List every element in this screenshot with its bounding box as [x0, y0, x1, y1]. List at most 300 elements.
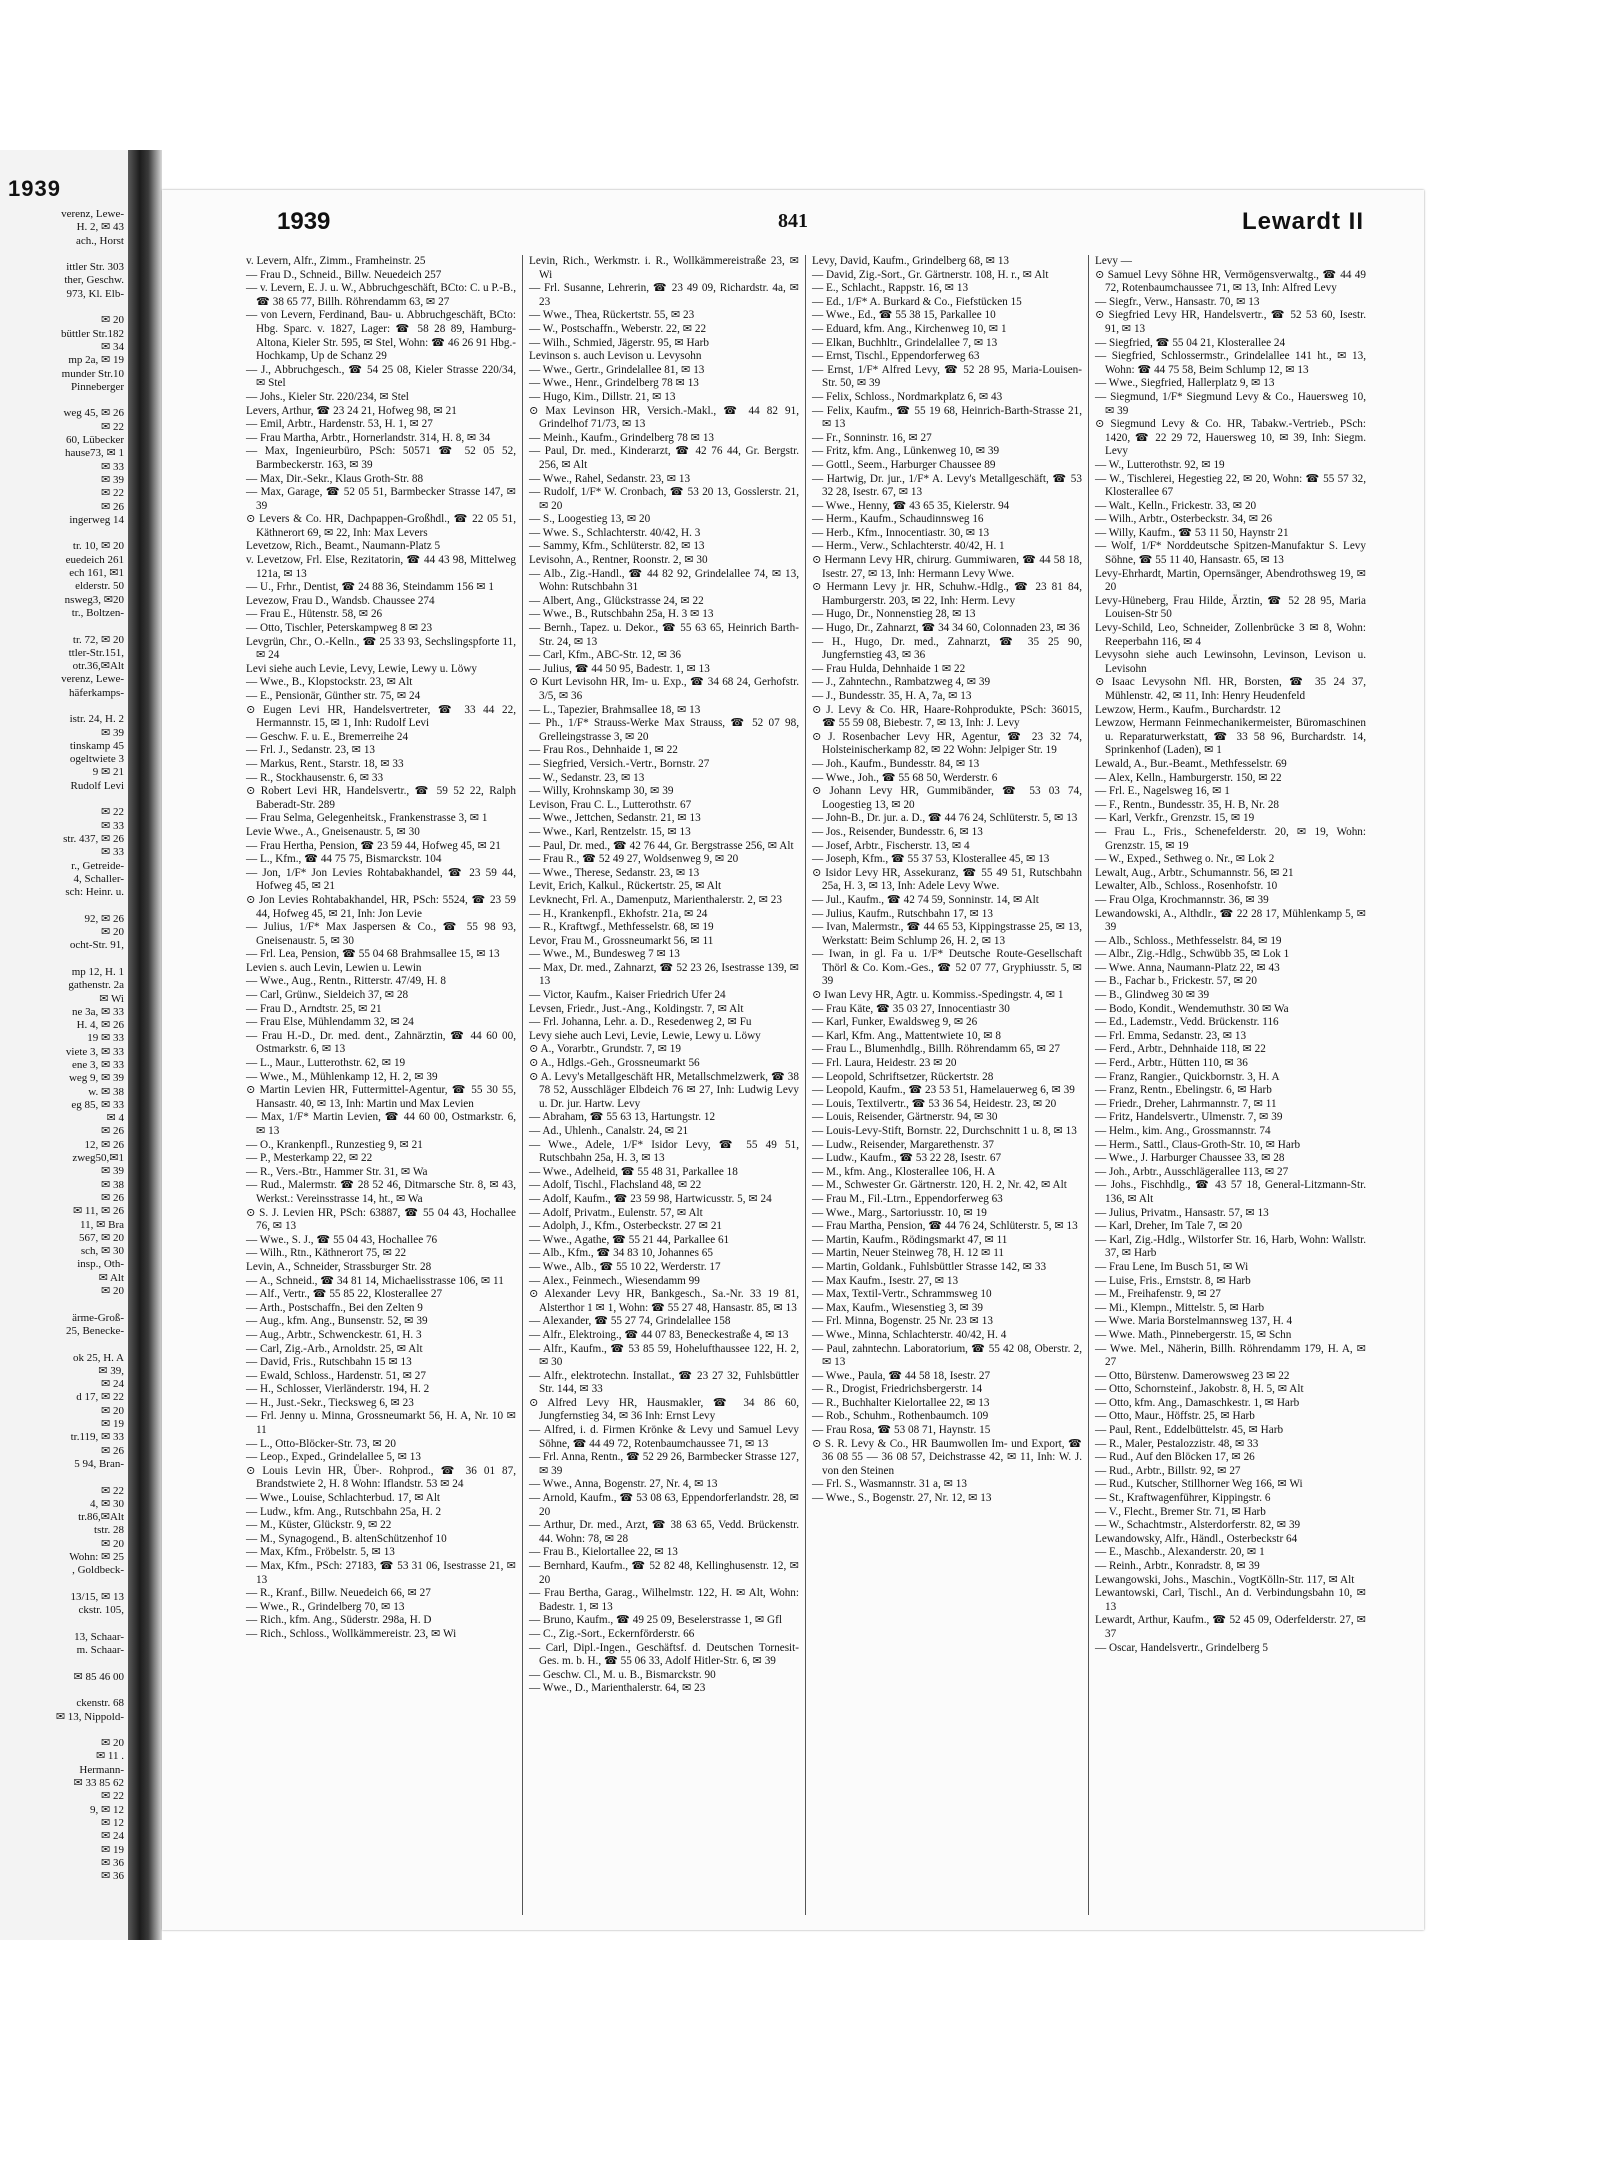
directory-entry: — H., Krankenpfl., Ekhofstr. 21a, ✉ 24 [529, 907, 708, 920]
directory-entry: — Rud., Kutscher, Stillhorner Weg 166, ✉ Wi [1095, 1478, 1303, 1491]
directory-entry: — Wwe., Karl, Rentzelstr. 15, ✉ 13 [529, 825, 691, 838]
previous-page-line: , Goldbeck- [72, 1564, 124, 1577]
directory-entry: ⊙ A., Vorarbtr., Grundstr. 7, ✉ 19 [529, 1043, 681, 1056]
previous-page-line: ärme-Groß- [72, 1311, 124, 1324]
directory-entry: — Fritz, Handelsvertr., Ulmenstr. 7, ✉ 39 [1095, 1111, 1283, 1124]
directory-entry: — Martin, Kaufm., Rödingsmarkt 47, ✉ 11 [812, 1233, 1008, 1246]
previous-page-line: ✉ 24 [101, 1378, 124, 1391]
directory-entry: — Martin, Neuer Steinweg 78, H. 12 ✉ 11 [812, 1247, 1004, 1260]
directory-entry: — Emil, Arbtr., Hardenstr. 53, H. 1, ✉ 27 [246, 418, 433, 431]
previous-page-line: ✉ 4 [106, 1112, 124, 1125]
directory-entry: ⊙ Isaac Levysohn Nfl. HR, Borsten, ☎ 35 24 37, Mühlenstr. 42, ✉ 11, Inh: Henry Heudenfeld [1095, 676, 1366, 702]
previous-page-line: gathenstr. 2a [68, 979, 124, 992]
directory-entry: — Max, Ingenieurbüro, PSch: 50571 ☎ 52 05 52, Barmbeckerstr. 163, ✉ 39 [246, 445, 516, 471]
previous-page-line: ✉ 39 [101, 1165, 124, 1178]
directory-entry: — Walt., Kelln., Frickestr. 33, ✉ 20 [1095, 499, 1257, 512]
directory-entry: Lewandowsky, Alfr., Händl., Osterbeckstr 64 [1095, 1532, 1298, 1545]
previous-page-line [0, 1298, 124, 1311]
directory-entry: — Wwe., Paula, ☎ 44 58 18, Isestr. 27 [812, 1369, 991, 1382]
directory-entry: — Jos., Reisender, Bundesstr. 6, ✉ 13 [812, 825, 983, 838]
previous-page-line: 13/15, ✉ 13 [70, 1590, 124, 1603]
directory-entry: — Paul, Dr. med., Kinderarzt, ☎ 42 76 44, Gr. Bergstr. 256, ✉ Alt [529, 445, 799, 471]
previous-page-line: verenz, Lewe- [61, 208, 124, 220]
previous-page-line: häferkamps- [69, 686, 124, 699]
directory-entry: — Max, Kaufm., Wiesenstieg 3, ✉ 39 [812, 1301, 983, 1314]
previous-page-line: otr.36,✉Alt [72, 660, 124, 673]
directory-entry: — Eduard, kfm. Ang., Kirchenweg 10, ✉ 1 [812, 322, 1007, 335]
directory-page [162, 190, 1424, 1930]
directory-entry: — Herm., Verw., Schlachterstr. 40/42, H. 1 [812, 540, 1005, 553]
previous-page-line: sch: Heinr. u. [65, 886, 124, 899]
previous-page-line [0, 1617, 124, 1630]
previous-page-line: ✉ 26 [101, 1191, 124, 1204]
directory-entry: — Adolph, J., Kfm., Osterbeckstr. 27 ✉ 21 [529, 1220, 723, 1233]
previous-page-year: 1939 [8, 176, 61, 201]
previous-page-line: zweg50,✉1 [72, 1152, 124, 1165]
directory-entry: — Adolf, Privatm., Eulenstr. 57, ✉ Alt [529, 1206, 703, 1219]
directory-entry: — Wilh., Arbtr., Osterbeckstr. 34, ✉ 26 [1095, 513, 1273, 526]
previous-page-line: 13, Schaar- [74, 1630, 124, 1643]
directory-entry: — Frau Lene, Im Busch 51, ✉ Wi [1095, 1260, 1249, 1273]
directory-entry: — von Levern, Ferdinand, Bau- u. Abbruchgeschäft, BCto: Hbg. Sparc. v. 1827, Lager: ☎ 58 28 89, Hamburg-Altona, Kieler Str. 595, ✉ Stel, Wohn: ☎ 46 26 91 Hbg.-Hochkamp, Up de Schanz 29 [246, 309, 516, 363]
directory-entry: — Wwe., Adele, 1/F* Isidor Levy, ☎ 55 49 51, Rutschbahn 25a, H. 3, ✉ 13 [529, 1138, 799, 1165]
directory-entry: — Alfr., Kaufm., ☎ 53 85 59, Hohelufthaussee 122, H. 2, ✉ 30 [529, 1342, 799, 1369]
directory-entry: — M., Küster, Glückstr. 9, ✉ 22 [246, 1519, 392, 1532]
directory-entry: — v. Levern, E. J. u. W., Abbruchgeschäft, BCto: C. u P.-B., ☎ 38 65 77, Billh. Röhrendamm 63, ✉ 27 [246, 282, 516, 308]
column-1 [240, 255, 523, 1915]
directory-entry: — Frl. J., Sedanstr. 23, ✉ 13 [246, 744, 376, 757]
previous-page-line: tstr. 28 [94, 1524, 124, 1537]
directory-entry: — Wwe., Louise, Schlachterbud. 17, ✉ Alt [246, 1492, 441, 1505]
directory-entry: — Wwe., Gertr., Grindelallee 81, ✉ 13 [529, 363, 705, 376]
directory-entry: — Frau D., Schneid., Billw. Neuedeich 257 [246, 268, 442, 281]
directory-entry: — Geschw. Cl., M. u. B., Bismarckstr. 90 [529, 1668, 716, 1681]
directory-entry: — Jul., Kaufm., ☎ 42 74 59, Sonninstr. 14, ✉ Alt [812, 893, 1039, 906]
directory-entry: — H., Hugo, Dr. med., Zahnarzt, ☎ 35 25 90, Jungfernstieg 43, ✉ 36 [812, 635, 1082, 662]
directory-entry: — Wwe., Anna, Bogenstr. 27, Nr. 4, ✉ 13 [529, 1478, 718, 1491]
directory-entry: — Max, Kfm., Fröbelstr. 5, ✉ 13 [246, 1546, 395, 1559]
directory-entry: — Willy, Krohnskamp 30, ✉ 39 [529, 785, 674, 798]
directory-entry: — Louis, Textilvertr., ☎ 53 36 54, Heidestr. 23, ✉ 20 [812, 1097, 1057, 1110]
directory-entry: — Carl, Zig.-Arb., Arnoldstr. 25, ✉ Alt [246, 1342, 423, 1355]
previous-page-line: ✉ 12 [101, 1816, 124, 1829]
directory-entry: — Max, Kfm., PSch: 27183, ☎ 53 31 06, Isestrasse 21, ✉ 13 [246, 1560, 516, 1586]
directory-entry: — Carl, Grünw., Sieldeich 37, ✉ 28 [246, 989, 409, 1002]
directory-entry: — Frau Martha, Arbtr., Hornerlandstr. 314, H. 8, ✉ 34 [246, 431, 491, 444]
directory-entry: — Otto, Tischler, Peterskampweg 8 ✉ 23 [246, 622, 433, 635]
directory-entry: — Hugo, Kim., Dillstr. 21, ✉ 13 [529, 390, 676, 403]
directory-entry: — Ludw., Reisender, Margarethenstr. 37 [812, 1138, 994, 1151]
directory-entry: Levy-Hüneberg, Frau Hilde, Ärztin, ☎ 52 28 95, Maria Louisen-Str 50 [1095, 594, 1366, 621]
directory-entry: — Jon, 1/F* Jon Levies Rohtabakhandel, ☎ 23 59 44, Hofweg 45, ✉ 21 [246, 866, 516, 893]
previous-page-line: ✉ 11, ✉ 26 [72, 1205, 124, 1218]
directory-entry: ⊙ Jon Levies Rohtabakhandel, HR, PSch: 5524, ☎ 23 59 44, Hofweg 45, ✉ 21, Inh: Jon Levie [246, 893, 516, 920]
directory-entry: — Victor, Kaufm., Kaiser Friedrich Ufer 24 [529, 989, 726, 1002]
directory-entry: — Frau Hulda, Dehnhaide 1 ✉ 22 [812, 662, 966, 675]
directory-entry: — Frau Bertha, Garag., Wilhelmstr. 122, H. ✉ Alt, Wohn: Badestr. 1, ✉ 13 [529, 1587, 799, 1613]
directory-entry: — R., Stockhausenstr. 6, ✉ 33 [246, 771, 384, 784]
directory-entry: — W., Postschaffn., Weberstr. 22, ✉ 22 [529, 322, 707, 335]
directory-entry: — A., Schneid., ☎ 34 81 14, Michaelisstrasse 106, ✉ 11 [246, 1274, 504, 1287]
directory-entry: — R., Kraftwgf., Methfesselstr. 68, ✉ 19 [529, 921, 714, 934]
directory-entry: ⊙ Hermann Levy HR, chirurg. Gummiwaren, ☎ 44 58 18, Isestr. 27, ✉ 13, Inh: Hermann Levy Wwe. [812, 554, 1082, 580]
directory-entry: — Leopold, Kaufm., ☎ 23 53 51, Hamelauerweg 6, ✉ 39 [812, 1084, 1075, 1097]
directory-entry: Levien s. auch Levin, Lewien u. Lewin [246, 961, 422, 974]
directory-entry: — Willy, Kaufm., ☎ 53 11 50, Haynstr 21 [1095, 526, 1289, 539]
previous-page-line: 60, Lübecker [65, 434, 124, 447]
directory-entry: — Elkan, Buchhltr., Grindelallee 7, ✉ 13 [812, 336, 998, 349]
directory-entry: Levisohn, A., Rentner, Roonstr. 2, ✉ 30 [529, 554, 708, 567]
directory-entry: — E., Maschb., Alexanderstr. 20, ✉ 1 [1095, 1546, 1265, 1559]
directory-entry: — Rob., Schuhm., Rothenbaumch. 109 [812, 1410, 989, 1423]
directory-entry: — Paul, Dr. med., ☎ 42 76 44, Gr. Bergstrasse 256, ✉ Alt [529, 839, 794, 852]
directory-entry: ⊙ J. Levy & Co. HR, Haare-Rohprodukte, PSch: 36015, ☎ 55 59 08, Biebestr. 7, ✉ 13, Inh: J. Levy [812, 703, 1082, 730]
previous-page-line: ittler Str. 303 [66, 261, 124, 274]
directory-entry: — Ivan, Malermstr., ☎ 44 65 53, Kippingstrasse 25, ✉ 13, Werkstatt: Beim Schlump 26, H. 2, ✉ 13 [812, 921, 1082, 947]
directory-entry: — Max, 1/F* Martin Levien, ☎ 44 60 00, Ostmarkstr. 6, ✉ 13 [246, 1111, 516, 1137]
directory-entry: — Hartwig, Dr. jur., 1/F* A. Levy's Metallgeschäft, ☎ 53 32 28, Isestr. 67, ✉ 13 [812, 472, 1082, 499]
previous-page-line: 567, ✉ 20 [79, 1231, 124, 1244]
directory-entry: ⊙ Hermann Levy jr. HR, Schuhw.-Hdlg., ☎ 23 81 84, Hamburgerstr. 203, ✉ 22, Inh: Herm. Levy [812, 581, 1082, 607]
directory-entry: — Frau L., Fris., Schenefelderstr. 20, ✉ 19, Wohn: Grenzstr. 15, ✉ 19 [1095, 825, 1366, 852]
directory-entry: — L., Kfm., ☎ 44 75 75, Bismarckstr. 104 [246, 853, 442, 866]
previous-page-line: weg 9, ✉ 39 [68, 1072, 124, 1085]
directory-entry: — Wwe., J. Harburger Chaussee 33, ✉ 28 [1095, 1152, 1285, 1165]
previous-page-line: mp 2a, ✉ 19 [68, 354, 124, 367]
directory-entry: — Sammy, Kfm., Schlüterstr. 82, ✉ 13 [529, 540, 705, 553]
directory-entry: Levgrün, Chr., O.-Kelln., ☎ 25 33 93, Sechslingspforte 11, ✉ 24 [246, 635, 516, 662]
directory-entry: — Gottl., Seem., Harburger Chaussee 89 [812, 458, 996, 471]
previous-page-line: ingerweg 14 [69, 513, 124, 526]
directory-entry: — Siegfried, Versich.-Vertr., Bornstr. 27 [529, 757, 710, 770]
directory-entry: — Franz, Rangier., Quickbornstr. 3, H. A [1095, 1070, 1280, 1083]
directory-entry: — Alfr., Elektroing., ☎ 44 07 83, Beneckestraße 4, ✉ 13 [529, 1328, 789, 1341]
previous-page-line: munder Str.10 [61, 367, 124, 380]
directory-entry: ⊙ Siegmund Levy & Co. HR, Tabakw.-Vertrieb., PSch: 1420, ☎ 22 29 72, Hauersweg 10, ✉ 39, Inh: Siegm. Levy [1095, 418, 1366, 458]
directory-entry: — Rudolf, 1/F* W. Cronbach, ☎ 53 20 13, Gosslerstr. 21, ✉ 20 [529, 486, 799, 512]
directory-entry: — Alb., Kfm., ☎ 34 83 10, Johannes 65 [529, 1247, 713, 1260]
directory-entry: — Frau H.-D., Dr. med. dent., Zahnärztin, ☎ 44 60 00, Ostmarkstr. 6, ✉ 13 [246, 1029, 516, 1056]
previous-page-line: viete 3, ✉ 33 [65, 1045, 124, 1058]
directory-entry: — Siegfried, Schlossermstr., Grindelallee 141 ht., ✉ 13, Wohn: ☎ 44 75 58, Beim Schlump 12, ✉ 13 [1095, 350, 1366, 376]
previous-page-line: tr. 10, ✉ 20 [72, 540, 124, 553]
previous-page-line: ✉ 22 [101, 1790, 124, 1803]
directory-entry: — Bruno, Kaufm., ☎ 49 25 09, Beselerstrasse 1, ✉ Gfl [529, 1614, 782, 1627]
directory-entry: — Otto, kfm. Ang., Damaschkestr. 1, ✉ Harb [1095, 1396, 1300, 1409]
directory-entry: — Iwan, in gl. Fa u. 1/F* Deutsche Route-Gesellschaft Thörl & Co. Kom.-Ges., ☎ 52 07 77, Gryphiusstr. 5, ✉ 39 [812, 948, 1082, 988]
directory-entry: ⊙ A., Hdlgs.-Geh., Grossneumarkt 56 [529, 1057, 700, 1070]
directory-entry: — R., Drogist, Friedrichsbergerstr. 14 [812, 1383, 983, 1396]
directory-entry: — Hugo, Dr., Zahnarzt, ☎ 34 34 60, Colonnaden 23, ✉ 36 [812, 622, 1080, 635]
directory-entry: Levezow, Frau D., Wandsb. Chaussee 274 [246, 594, 435, 607]
directory-entry: — Joh., Kaufm., Bundesstr. 84, ✉ 13 [812, 757, 980, 770]
directory-entry: ⊙ Isidor Levy HR, Assekuranz, ☎ 55 49 51, Rutschbahn 25a, H. 3, ✉ 13, Inh: Adele Levy Wwe. [812, 866, 1082, 893]
directory-entry: — C., Zig.-Sort., Eckernförderstr. 66 [529, 1627, 695, 1640]
directory-entry: — Wwe., Minna, Schlachterstr. 40/42, H. 4 [812, 1328, 1007, 1341]
directory-entry: — Wwe., Rahel, Sedanstr. 23, ✉ 13 [529, 472, 691, 485]
directory-entry: — Frau M., Fil.-Ltrn., Eppendorferweg 63 [812, 1192, 1003, 1205]
previous-page-line [0, 527, 124, 540]
previous-page-line: Rudolf Levi [70, 779, 124, 792]
directory-entry: — Ferd., Arbtr., Dehnhaide 118, ✉ 22 [1095, 1043, 1266, 1056]
directory-entry: — O., Krankenpfl., Runzestieg 9, ✉ 21 [246, 1138, 423, 1151]
directory-entry: ⊙ S. R. Levy & Co., HR Baumwollen Im- und Export, ☎ 36 08 55 — 36 08 57, Deichstrasse 42, ✉ 11, Inh: W. J. von den Steinen [812, 1437, 1082, 1477]
directory-entry: ⊙ S. J. Levien HR, PSch: 63887, ☎ 55 04 43, Hochallee 76, ✉ 13 [246, 1206, 516, 1233]
directory-entry: — Wwe., S. J., ☎ 55 04 43, Hochallee 76 [246, 1233, 438, 1246]
directory-entry: — Wwe., Adelheid, ☎ 55 48 31, Parkallee 18 [529, 1165, 738, 1178]
directory-entry: — M., kfm. Ang., Klosterallee 106, H. A [812, 1165, 996, 1178]
previous-page-line: H. 2, ✉ 43 [76, 221, 124, 234]
directory-entry: — Frau Hertha, Pension, ☎ 23 59 44, Hofweg 45, ✉ 21 [246, 839, 501, 852]
directory-entry: — V., Flecht., Bremer Str. 71, ✉ Harb [1095, 1505, 1266, 1518]
previous-page-line: ✉ 34 [101, 340, 124, 353]
directory-entry: — Carl, Dipl.-Ingen., Geschäftsf. d. Deutschen Tornesit-Ges. m. b. H., ☎ 55 06 33, Adolf Hitler-Str. 6, ✉ 39 [529, 1641, 799, 1668]
directory-entry: ⊙ Martin Levien HR, Futtermittel-Agentur, ☎ 55 30 55, Hansastr. 40, ✉ 13, Inh: Martin und Max Levien [246, 1084, 516, 1110]
directory-entry: — B., Glindweg 30 ✉ 39 [1095, 989, 1210, 1002]
directory-entry: Lewald, A., Bur.-Beamt., Methfesselstr. 69 [1095, 757, 1287, 770]
previous-page-line: 92, ✉ 26 [84, 912, 124, 925]
directory-entry: — Leopold, Schriftsetzer, Rückertstr. 28 [812, 1070, 994, 1083]
previous-page-line: ocht-Str. 91, [69, 939, 124, 952]
directory-entry: — J., Zahntechn., Rambatzweg 4, ✉ 39 [812, 676, 991, 689]
directory-entry: — B., Fachar b., Frickestr. 57, ✉ 20 [1095, 975, 1257, 988]
directory-entry: — Wwe., B., Klopstockstr. 23, ✉ Alt [246, 676, 413, 689]
directory-entry: — Bodo, Kondit., Wendemuthstr. 30 ✉ Wa [1095, 1002, 1289, 1015]
previous-page-line [0, 620, 124, 633]
previous-page-line: ✉ 20 [101, 314, 124, 327]
previous-page-line: ✉ 26 [101, 500, 124, 513]
directory-entry: Lewzow, Hermann Feinmechanikermeister, Büromaschinen u. Reparaturwerkstatt, ☎ 33 58 96, Burchardstr. 14, Sprinkenhof (Laden), ✉ 1 [1095, 717, 1366, 757]
directory-entry: — Wolf, 1/F* Norddeutsche Spitzen-Manufaktur S. Levy Söhne, ☎ 55 11 40, Hansastr. 65, ✉ 13 [1095, 540, 1366, 567]
previous-page-line: ogeltwiete 3 [69, 753, 124, 766]
previous-page-line: ✉ Wi [99, 992, 124, 1005]
page-number: 841 [778, 210, 808, 232]
previous-page-line: hause73, ✉ 1 [64, 447, 124, 460]
previous-page-line: ✉ 38 [101, 1178, 124, 1191]
directory-entry: — F., Rentn., Bundesstr. 35, H. B, Nr. 28 [1095, 798, 1280, 811]
directory-entry: — Ludw., kfm. Ang., Rutschbahn 25a, H. 2 [246, 1505, 442, 1518]
directory-entry: — Franz, Rentn., Ebelingstr. 6, ✉ Harb [1095, 1084, 1272, 1097]
directory-entry: — Geschw. F. u. E., Bremerreihe 24 [246, 730, 409, 743]
directory-entry: — W., Tischlerei, Hegestieg 22, ✉ 20, Wohn: ☎ 55 57 32, Klosterallee 67 [1095, 472, 1366, 499]
directory-entry: — Louis-Levy-Stift, Bornstr. 22, Durchschnitt 1 u. 8, ✉ 13 [812, 1125, 1077, 1137]
directory-entry: — R., Vers.-Btr., Hammer Str. 31, ✉ Wa [246, 1165, 428, 1178]
directory-entry: — Ph., 1/F* Strauss-Werke Max Strauss, ☎ 52 07 98, Grelleingstrasse 3, ✉ 20 [529, 717, 799, 743]
directory-entry: — David, Fris., Rutschbahn 15 ✉ 13 [246, 1356, 412, 1369]
previous-page-line: ne 3a, ✉ 33 [72, 1005, 124, 1018]
directory-entry: — J., Abbruchgesch., ☎ 54 25 08, Kieler Strasse 220/34, ✉ Stel [246, 363, 516, 390]
directory-entry: ⊙ Alexander Levy HR, Bankgesch., Sa.-Nr. 33 19 81, Alsterthor 1 ✉ 1, Wohn: ☎ 55 27 48, Hansastr. 85, ✉ 13 [529, 1288, 799, 1314]
directory-entry: — Leop., Exped., Grindelallee 5, ✉ 13 [246, 1451, 421, 1464]
directory-entry: — M., Synagogend., B. altenSchützenhof 10 [246, 1532, 447, 1545]
previous-page-line: büttler Str.182 [61, 327, 124, 340]
directory-entry: ⊙ Iwan Levy HR, Agtr. u. Kommiss.-Spedingstr. 4, ✉ 1 [812, 989, 1064, 1002]
directory-entry: Levsen, Friedr., Just.-Ang., Koldingstr. 7, ✉ Alt [529, 1002, 744, 1015]
directory-entry: — Wilh., Rtn., Käthnerort 75, ✉ 22 [246, 1247, 407, 1260]
directory-entry: — Frl. Anna, Rentn., ☎ 52 29 26, Barmbecker Strasse 127, ✉ 39 [529, 1451, 799, 1477]
previous-page-line: r., Getreide- [71, 859, 124, 872]
previous-page-line [0, 1578, 124, 1591]
directory-entry: — Frau Martha, Pension, ☎ 44 76 24, Schlüterstr. 5, ✉ 13 [812, 1220, 1078, 1233]
directory-entry: — Alex., Feinmech., Wiesendamm 99 [529, 1274, 700, 1287]
previous-page-line: eg 85, ✉ 33 [71, 1098, 124, 1111]
directory-entry: v. Levetzow, Frl. Else, Rezitatorin, ☎ 44 43 98, Mittelweg 121a, ✉ 13 [246, 554, 516, 580]
directory-entry: — Frau Selma, Gelegenheitsk., Frankenstrasse 3, ✉ 1 [246, 812, 488, 825]
previous-page-line: ✉ Alt [98, 1271, 124, 1284]
directory-entry: — Wwe., M., Bundesweg 7 ✉ 13 [529, 948, 680, 961]
directory-entry: — Frl. Laura, Heidestr. 23 ✉ 20 [812, 1057, 957, 1070]
previous-page-line: ✉ 20 [101, 1285, 124, 1298]
previous-page-line: elderstr. 50 [75, 580, 124, 593]
previous-page-line: ✉ 19 [101, 1418, 124, 1431]
directory-entry: Levers, Arthur, ☎ 23 24 21, Hofweg 98, ✉ 21 [246, 404, 457, 417]
previous-page-line: istr. 24, H. 2 [69, 713, 124, 726]
directory-entry: Levi siehe auch Levie, Levy, Lewie, Lewy u. Löwy [246, 662, 478, 675]
directory-entry: — Joh., Arbtr., Ausschlägerallee 113, ✉ 27 [1095, 1165, 1289, 1178]
directory-entry: ⊙ Eugen Levi HR, Handelsvertreter, ☎ 33 44 22, Hermannstr. 15, ✉ 1, Inh: Rudolf Levi [246, 703, 516, 730]
previous-page-line: ther, Geschw. [64, 274, 124, 287]
directory-entry: — Wwe., S., Bogenstr. 27, Nr. 12, ✉ 13 [812, 1492, 992, 1505]
directory-entry: — Meinh., Kaufm., Grindelberg 78 ✉ 13 [529, 431, 715, 444]
previous-page-line: ✉ 26 [101, 1125, 124, 1138]
directory-entry: ⊙ Robert Levi HR, Handelsvertr., ☎ 59 52 22, Ralph Baberadt-Str. 289 [246, 785, 516, 811]
previous-page-line [0, 1684, 124, 1697]
previous-page-line: 5 94, Bran- [74, 1457, 124, 1470]
previous-page-line: ✉ 24 [101, 1830, 124, 1843]
directory-entry: — Johs., Fischhdlg., ☎ 43 57 18, General-Litzmann-Str. 136, ✉ Alt [1095, 1179, 1366, 1205]
directory-entry: — Wwe. Mel., Näherin, Billh. Röhrendamm 179, H. A, ✉ 27 [1095, 1342, 1366, 1369]
directory-entry: — Arnold, Kaufm., ☎ 53 08 63, Eppendorferlandstr. 28, ✉ 20 [529, 1492, 799, 1518]
directory-entry: — H., Schlosser, Vierländerstr. 194, H. 2 [246, 1383, 430, 1396]
directory-entry: — Wwe., D., Marienthalerstr. 64, ✉ 23 [529, 1682, 706, 1695]
previous-page-line: ✉ 26 [101, 1444, 124, 1457]
directory-entry: — Adolf, Kaufm., ☎ 23 59 98, Hartwicusstr. 5, ✉ 24 [529, 1192, 772, 1205]
directory-entry: — Frl. S., Wasmannstr. 31 a, ✉ 13 [812, 1478, 967, 1491]
directory-entry: — W., Exped., Sethweg o. Nr., ✉ Lok 2 [1095, 853, 1275, 866]
directory-entry: — Wwe., Jettchen, Sedanstr. 21, ✉ 13 [529, 812, 701, 825]
directory-entry: Levy, David, Kaufm., Grindelberg 68, ✉ 13 [812, 255, 1010, 267]
previous-page-line: ✉ 39 [101, 473, 124, 486]
previous-page-line: ✉ 85 46 00 [73, 1670, 124, 1683]
previous-page-line [0, 953, 124, 966]
previous-page-line: mp 12, H. 1 [71, 965, 124, 978]
directory-entry: v. Levern, Alfr., Zimm., Framheinstr. 25 [246, 255, 426, 267]
directory-entry: — Siegmund, 1/F* Siegmund Levy & Co., Hauersweg 10, ✉ 39 [1095, 390, 1366, 417]
directory-entry: Lewalter, Alb., Schloss., Rosenhofstr. 10 [1095, 880, 1278, 893]
previous-page-line: ✉ 20 [101, 1737, 124, 1750]
previous-page-line: ✉ 39, [98, 1364, 124, 1377]
previous-page-line: ✉ 33 [101, 819, 124, 832]
directory-entry: — Julius, Kaufm., Rutschbahn 17, ✉ 13 [812, 907, 993, 920]
directory-entry: Levysohn siehe auch Lewinsohn, Levinson, Levison u. Levisohn [1095, 649, 1366, 675]
directory-entry: — Otto, Bürstenw. Damerowsweg 23 ✉ 22 [1095, 1369, 1290, 1382]
directory-entry: — Markus, Rent., Starstr. 18, ✉ 33 [246, 757, 404, 770]
directory-entry: — Max, Dir.-Sekr., Klaus Groth-Str. 88 [246, 472, 424, 485]
directory-entry: — Herm., Kaufm., Schaudinnsweg 16 [812, 513, 984, 526]
directory-entry: — Otto, Maur., Höffstr. 25, ✉ Harb [1095, 1410, 1255, 1423]
directory-entry: Levin, Rich., Werkmstr. i. R., Wollkämmereistraße 23, ✉ Wi [529, 255, 799, 281]
directory-entry: — Luise, Fris., Ernststr. 8, ✉ Harb [1095, 1274, 1251, 1287]
directory-entry: — Herb., Kfm., Innocentiastr. 30, ✉ 13 [812, 526, 990, 539]
previous-page-line: ✉ 11 . [95, 1750, 124, 1763]
directory-entry: — Karl, Kfm. Ang., Mattentwiete 10, ✉ 8 [812, 1029, 1001, 1042]
directory-entry: Levit, Erich, Kalkul., Rückertstr. 25, ✉ Alt [529, 880, 722, 893]
directory-entry: — Fr., Sonninstr. 16, ✉ 27 [812, 431, 932, 444]
previous-page-line: ✉ 20 [101, 1404, 124, 1417]
directory-entry: — Wwe. Anna, Naumann-Platz 22, ✉ 43 [1095, 961, 1280, 974]
directory-columns [240, 255, 1372, 1915]
directory-entry: — Karl, Dreher, Im Tale 7, ✉ 20 [1095, 1220, 1243, 1233]
directory-entry: — Wwe., R., Grindelberg 70, ✉ 13 [246, 1600, 405, 1613]
directory-entry: — Karl, Funker, Ewaldsweg 9, ✉ 26 [812, 1016, 978, 1029]
previous-page-line: H. 4, ✉ 26 [76, 1019, 124, 1032]
previous-page-line: ✉ 33 85 62 [73, 1777, 124, 1790]
previous-page-line [0, 1338, 124, 1351]
directory-entry: — U., Frhr., Dentist, ☎ 24 88 36, Steindamm 156 ✉ 1 [246, 581, 494, 594]
directory-entry: Levy siehe auch Levi, Levie, Lewie, Lewy u. Löwy [529, 1029, 761, 1042]
directory-entry: — Albr., Zig.-Hdlg., Schwübb 35, ✉ Lok 1 [1095, 948, 1290, 961]
previous-page-line [0, 394, 124, 407]
directory-entry: — Frl. E., Nagelsweg 16, ✉ 1 [1095, 785, 1230, 798]
previous-page-line [0, 793, 124, 806]
directory-entry: — Julius, 1/F* Max Jaspersen & Co., ☎ 55 98 93, Gneisenaustr. 5, ✉ 30 [246, 921, 516, 947]
directory-entry: Lewzow, Herm., Kaufm., Burchardstr. 12 [1095, 703, 1281, 716]
column-4 [1089, 255, 1372, 1915]
directory-entry: — Frau Olga, Krochmannstr. 36, ✉ 39 [1095, 893, 1269, 906]
directory-entry: — Wwe., Aug., Rentn., Ritterstr. 47/49, H. 8 [246, 975, 446, 988]
previous-page-line: 4, Schaller- [73, 872, 124, 885]
directory-entry: ⊙ J. Rosenbacher Levy HR, Agentur, ☎ 23 32 74, Holsteinischerkamp 82, ✉ 22 Wohn: Jelpiger Str. 19 [812, 730, 1082, 757]
directory-entry: — Aug., kfm. Ang., Bunsenstr. 52, ✉ 39 [246, 1315, 428, 1328]
directory-entry: — Wwe., Ed., ☎ 55 38 15, Parkallee 10 [812, 309, 996, 322]
directory-entry: — Max, Garage, ☎ 52 05 51, Barmbecker Strasse 147, ✉ 39 [246, 486, 516, 512]
directory-entry: — Frl. Johanna, Lehr. a. D., Resedenweg 2, ✉ Fu [529, 1016, 752, 1029]
directory-entry: — S., Loogestieg 13, ✉ 20 [529, 513, 651, 526]
directory-entry: — Reinh., Arbtr., Konradstr. 8, ✉ 39 [1095, 1560, 1260, 1572]
directory-entry: ⊙ Alfred Levy HR, Hausmakler, ☎ 34 86 60, Jungfernstieg 34, ✉ 36 Inh: Ernst Levy [529, 1396, 799, 1423]
directory-entry: — Albert, Ang., Glückstrasse 24, ✉ 22 [529, 594, 704, 607]
previous-page-line: 9 ✉ 21 [92, 766, 124, 779]
previous-page-line: ✉ 39 [101, 726, 124, 739]
directory-entry: — Frl. Emma, Sedanstr. 23, ✉ 13 [1095, 1029, 1247, 1042]
previous-page-line: ✉ 20 [101, 1537, 124, 1550]
directory-entry: — Alf., Vertr., ☎ 55 85 22, Klosterallee 27 [246, 1288, 443, 1301]
previous-page-line: ✉ 22 [101, 1484, 124, 1497]
directory-entry: — Felix, Schloss., Nordmarkplatz 6, ✉ 43 [812, 390, 1003, 403]
previous-page-line: tinskamp 45 [69, 739, 124, 752]
previous-page-line: str. 437, ✉ 26 [63, 832, 124, 845]
directory-entry: — Paul, zahntechn. Laboratorium, ☎ 55 42 08, Oberstr. 2, ✉ 13 [812, 1342, 1082, 1369]
previous-page-line: verenz, Lewe- [61, 673, 124, 686]
directory-entry: — Frau B., Kielortallee 22, ✉ 13 [529, 1546, 678, 1559]
directory-entry: — E., Pensionär, Günther str. 75, ✉ 24 [246, 690, 421, 702]
directory-entry: — H., Just.-Sekr., Tiecksweg 6, ✉ 23 [246, 1396, 414, 1409]
directory-entry: — Felix, Kaufm., ☎ 55 19 68, Heinrich-Barth-Strasse 21, ✉ 13 [812, 404, 1082, 431]
directory-entry: — Frau L., Blumenhdlg., Billh. Röhrendamm 65, ✉ 27 [812, 1043, 1061, 1056]
directory-entry: — Wwe. Maria Borstelmannsweg 137, H. 4 [1095, 1315, 1293, 1328]
directory-entry: — Frau R., ☎ 52 49 27, Woldsenweg 9, ✉ 20 [529, 853, 739, 866]
directory-entry: Lewardt, Arthur, Kaufm., ☎ 52 45 09, Oderfelderstr. 27, ✉ 37 [1095, 1614, 1366, 1640]
directory-entry: Levknecht, Frl. A., Damenputz, Marienthalerstr. 2, ✉ 23 [529, 893, 782, 906]
directory-entry: — Wwe., Henny, ☎ 43 65 35, Kielerstr. 94 [812, 499, 1010, 512]
directory-entry: — Frl. Minna, Bogenstr. 25 Nr. 23 ✉ 13 [812, 1315, 993, 1328]
directory-entry: — Alb., Zig.-Handl., ☎ 44 82 92, Grindelallee 74, ✉ 13, Wohn: Rutschbahn 31 [529, 567, 799, 594]
previous-page-fragment [0, 150, 129, 1940]
directory-entry: — Mi., Klempn., Mittelstr. 5, ✉ Harb [1095, 1301, 1265, 1314]
directory-entry: ⊙ Max Levinson HR, Versich.-Makl., ☎ 44 82 91, Grindelhof 71/73, ✉ 13 [529, 404, 799, 431]
previous-page-line [0, 248, 124, 261]
directory-entry: — Herm., Sattl., Claus-Groth-Str. 10, ✉ Harb [1095, 1138, 1301, 1151]
